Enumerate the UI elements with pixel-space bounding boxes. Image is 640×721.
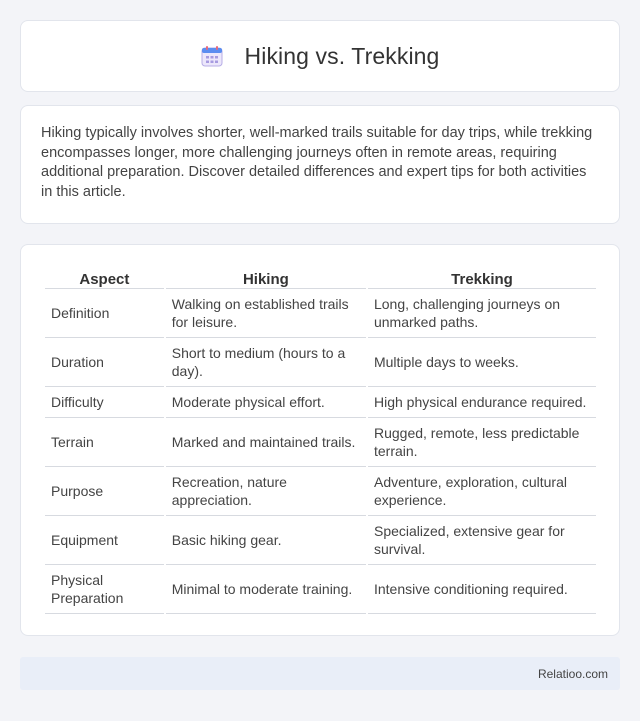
- cell-trekking: Long, challenging journeys on unmarked paths.: [368, 289, 596, 338]
- header-trekking: Trekking: [368, 265, 596, 289]
- intro-paragraph: Hiking typically involves shorter, well-marked trails suitable for day trips, while trekking encompasses longer, more challenging journeys often in remote areas, requiring additional preparation. Discover detailed differences and expert tips for both activities in this article.: [41, 125, 593, 200]
- cell-trekking: Multiple days to weeks.: [368, 338, 596, 387]
- table-row: [45, 418, 596, 467]
- cell-hiking: Moderate physical effort.: [166, 387, 366, 418]
- cell-aspect: Definition: [45, 289, 164, 338]
- table-row: [45, 467, 596, 516]
- cell-hiking: Recreation, nature appreciation.: [166, 467, 366, 516]
- cell-hiking: Walking on established trails for leisure.: [166, 289, 366, 338]
- cell-hiking: Minimal to moderate training.: [166, 565, 366, 614]
- intro-card: [20, 105, 620, 224]
- cell-aspect: Purpose: [45, 467, 164, 516]
- cell-trekking: Adventure, exploration, cultural experience.: [368, 467, 596, 516]
- cell-aspect: Equipment: [45, 516, 164, 565]
- title-card: [20, 20, 620, 92]
- cell-hiking: Basic hiking gear.: [166, 516, 366, 565]
- comparison-card: [20, 244, 620, 636]
- cell-trekking: High physical endurance required.: [368, 387, 596, 418]
- cell-aspect: Terrain: [45, 418, 164, 467]
- cell-hiking: Marked and maintained trails.: [166, 418, 366, 467]
- comparison-table: [43, 265, 598, 614]
- title-wrap: [201, 43, 440, 70]
- footer-bar: [20, 657, 620, 690]
- header-hiking: Hiking: [166, 265, 366, 289]
- table-row: [45, 387, 596, 418]
- table-header-row: [45, 265, 596, 289]
- cell-hiking: Short to medium (hours to a day).: [166, 338, 366, 387]
- cell-trekking: Rugged, remote, less predictable terrain.: [368, 418, 596, 467]
- table-row: [45, 289, 596, 338]
- cell-aspect: Duration: [45, 338, 164, 387]
- cell-aspect: Physical Preparation: [45, 565, 164, 614]
- table-row: [45, 565, 596, 614]
- page-title: Hiking vs. Trekking: [244, 42, 440, 69]
- table-row: [45, 338, 596, 387]
- calendar-icon: [201, 45, 223, 67]
- table-row: [45, 516, 596, 565]
- header-aspect: Aspect: [45, 265, 164, 289]
- cell-trekking: Specialized, extensive gear for survival.: [368, 516, 596, 565]
- footer-brand: Relatioo.com: [537, 666, 608, 681]
- cell-aspect: Difficulty: [45, 387, 164, 418]
- cell-trekking: Intensive conditioning required.: [368, 565, 596, 614]
